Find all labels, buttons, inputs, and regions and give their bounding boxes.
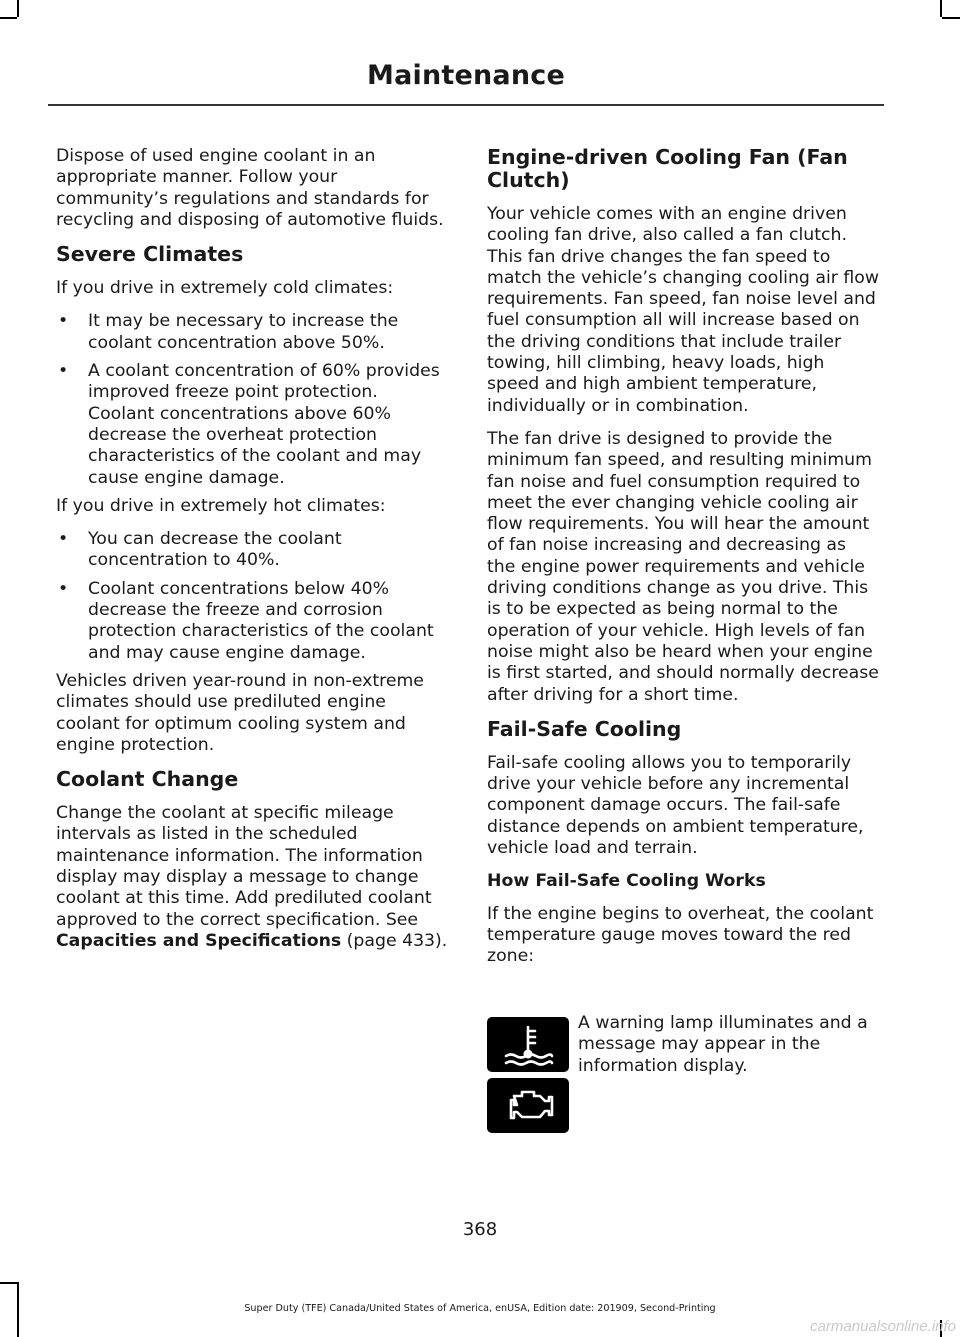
list-item: • You can decrease the coolant concentration to 40%. bbox=[58, 529, 342, 571]
right-column bbox=[487, 146, 879, 980]
cooling-fan-heading: Engine-driven Cooling Fan (Fan Clutch) bbox=[487, 145, 848, 192]
how-fail-safe-heading: How Fail-Safe Cooling Works bbox=[487, 871, 766, 892]
fan-paragraph-2: The fan drive is designed to provide the minimum fan speed, and resulting minimum fan noise and fuel consumption required to meet the ever changing vehicle cooling air flow requirements. You will hear the amount of fan noise increasing and decreasing as the engine power requirements and vehicle driving conditions change as you drive. This is to be expected as being normal to the operation of your vehicle. High levels of fan noise might also be heard when your engine is first started, and should normally decrease after driving for a short time. bbox=[487, 428, 879, 705]
list-item: • A coolant concentration of 60% provides improved freeze point protection. Coolant concentrations above 60% decrease the overheat protection characteristics of the coolant and may cause engine damage. bbox=[58, 361, 440, 488]
warning-icons bbox=[487, 1017, 569, 1139]
fail-safe-paragraph: Fail-safe cooling allows you to temporarily drive your vehicle before any incremental component damage occurs. The fail-safe distance depends on ambient temperature, vehicle load and terrain. bbox=[487, 752, 864, 859]
severe-climates-heading: Severe Climates bbox=[56, 242, 244, 267]
hot-bullet-list bbox=[56, 529, 448, 664]
fail-safe-heading: Fail-Safe Cooling bbox=[487, 716, 682, 741]
capacities-link[interactable]: Capacities and Specifications bbox=[56, 930, 342, 951]
coolant-temperature-icon bbox=[487, 1017, 569, 1072]
list-item-text: You can decrease the coolant concentration to 40%. bbox=[88, 529, 342, 571]
check-engine-icon bbox=[487, 1078, 569, 1133]
left-column bbox=[56, 146, 448, 964]
warning-lamp-text: A warning lamp illuminates and a message may appear in the information display. bbox=[578, 1013, 868, 1076]
watermark: carmanualsonline.info bbox=[810, 1318, 956, 1335]
cold-bullet-list bbox=[56, 311, 448, 488]
list-item-text: A coolant concentration of 60% provides improved freeze point protection. Coolant concentrations above 60% decrease the overheat protection characteristics of the coolant and may cause engine damage. bbox=[88, 361, 440, 488]
crop-mark bbox=[17, 0, 19, 17]
cold-intro: If you drive in extremely cold climates: bbox=[56, 278, 394, 299]
yearround-paragraph: Vehicles driven year-round in non-extreme climates should use prediluted engine coolant for optimum cooling system and engine protection. bbox=[56, 670, 424, 755]
coolant-change-heading: Coolant Change bbox=[56, 767, 239, 792]
coolant-change-text: Change the coolant at specific mileage intervals as listed in the scheduled maintenance information. The information display may display a message to change coolant at this time. Add prediluted coolant approved to the correct specification. See bbox=[56, 803, 432, 930]
crop-mark bbox=[942, 17, 960, 19]
page-title: Maintenance bbox=[367, 60, 565, 91]
how-fail-safe-paragraph: If the engine begins to overheat, the coolant temperature gauge moves toward the red zone: bbox=[487, 903, 874, 967]
page-reference: (page 433). bbox=[346, 930, 448, 951]
list-item-text: It may be necessary to increase the coolant concentration above 50%. bbox=[88, 311, 399, 353]
list-item-text: Coolant concentrations below 40% decrease the freeze and corrosion protection characteristics of the coolant and may cause engine damage. bbox=[88, 578, 434, 663]
crop-mark bbox=[940, 0, 942, 17]
hot-intro: If you drive in extremely hot climates: bbox=[56, 495, 386, 516]
header-rule bbox=[48, 104, 884, 106]
list-item: • Coolant concentrations below 40% decrease the freeze and corrosion protection characteristics of the coolant and may cause engine damage. bbox=[58, 578, 434, 663]
list-item: • It may be necessary to increase the coolant concentration above 50%. bbox=[58, 311, 399, 353]
crop-mark bbox=[0, 17, 17, 19]
fan-paragraph-1: Your vehicle comes with an engine driven cooling fan drive, also called a fan clutch. This fan drive changes the fan speed to match the vehicle’s changing cooling air flow requirements. Fan speed, fan noise level and fuel consumption all will increase based on the driving conditions that include trailer towing, hill climbing, heavy loads, high speed and high ambient temperature, individually or in combination. bbox=[487, 204, 879, 416]
crop-mark bbox=[0, 1282, 17, 1284]
page-number: 368 bbox=[462, 1219, 498, 1240]
edition-footer: Super Duty (TFE) Canada/United States of America, enUSA, Edition date: 201909, Second-Printing bbox=[244, 1303, 716, 1314]
coolant-change-paragraph bbox=[56, 803, 448, 952]
intro-paragraph: Dispose of used engine coolant in an appropriate manner. Follow your community’s regulations and standards for recycling and disposing of automotive fluids. bbox=[56, 146, 444, 230]
